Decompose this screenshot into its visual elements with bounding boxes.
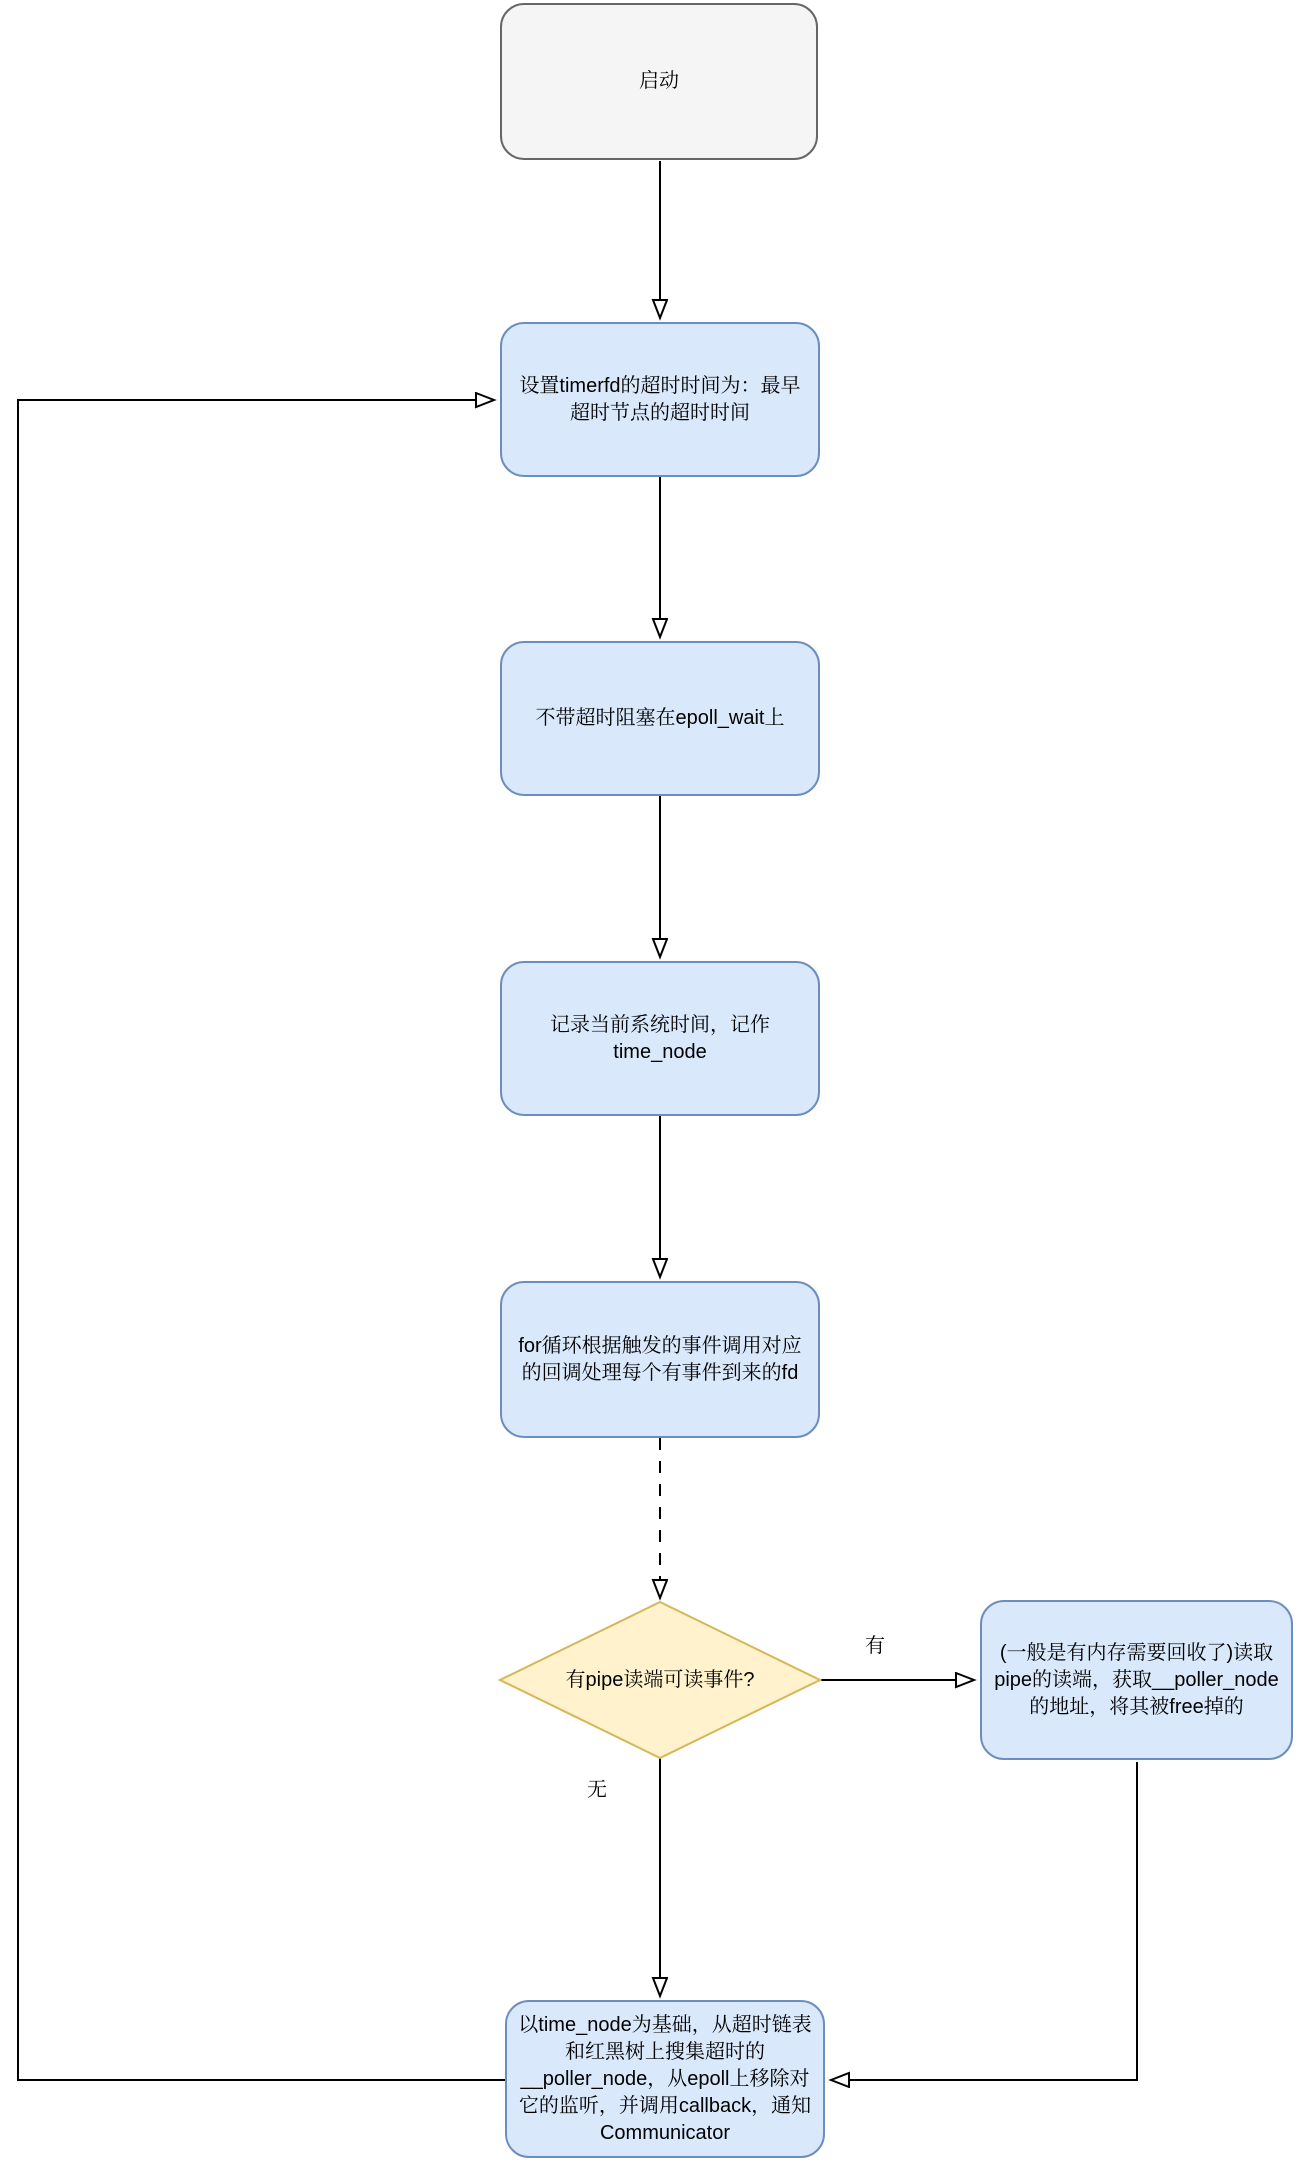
node-read-pipe: (一般是有内存需要回收了)读取pipe的读端，获取__poller_node的地址，将其被free掉的 <box>980 1600 1293 1760</box>
node-pipe-decision-label: 有pipe读端可读事件? <box>565 1669 755 1691</box>
node-set-timerfd: 设置timerfd的超时时间为：最早超时节点的超时时间 <box>500 322 820 477</box>
edge-collect-timeout-to-set-timerfd <box>18 400 505 2080</box>
edge-label-yes: 有 <box>855 1633 895 1659</box>
node-record-time: 记录当前系统时间，记作time_node <box>500 961 820 1116</box>
edge-read-pipe-to-collect-timeout <box>831 1762 1137 2080</box>
node-for-loop: for循环根据触发的事件调用对应的回调处理每个有事件到来的fd <box>500 1281 820 1438</box>
node-collect-timeout: 以time_node为基础，从超时链表和红黑树上搜集超时的__poller_node，从epoll上移除对它的监听，并调用callback，通知Communicator <box>505 2000 825 2158</box>
node-start: 启动 <box>500 3 818 160</box>
edge-label-no: 无 <box>577 1777 617 1803</box>
node-epoll-wait: 不带超时阻塞在epoll_wait上 <box>500 641 820 796</box>
